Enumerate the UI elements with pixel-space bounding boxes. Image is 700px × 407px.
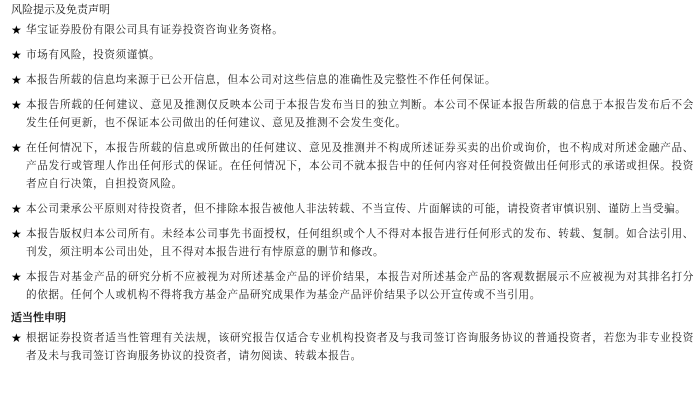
risk-item-text: 本报告所载的信息均来源于已公开信息，但本公司对这些信息的准确性及完整性不作任何保证。	[26, 74, 497, 86]
risk-item	[11, 21, 694, 39]
star-bullet-icon: ★	[11, 141, 22, 155]
risk-item	[11, 96, 694, 132]
suitability-item-text: 根据证券投资者适当性管理有关法规，该研究报告仅适合专业机构投资者及与我司签订咨询服务协议的普通投资者，若您为非专业投资者及未与我司签订咨询服务协议的投资者，请勿阅读、转载本报告。	[26, 332, 694, 362]
star-bullet-icon: ★	[11, 98, 22, 112]
star-bullet-icon: ★	[11, 270, 22, 284]
risk-item-text: 华宝证券股份有限公司具有证券投资咨询业务资格。	[26, 24, 284, 36]
risk-item	[11, 71, 694, 89]
risk-item	[11, 46, 694, 64]
star-bullet-icon: ★	[11, 227, 22, 241]
risk-item-text: 市场有风险，投资须谨慎。	[26, 49, 161, 61]
suitability-item	[11, 329, 694, 365]
risk-item	[11, 139, 694, 193]
star-bullet-icon: ★	[11, 202, 22, 216]
risk-section-title: 风险提示及免责声明	[11, 3, 110, 16]
risk-item-text: 在任何情况下，本报告所载的信息或所做出的任何建议、意见及推测并不构成所述证券买卖的出价或询价，也不构成对所述金融产品、产品发行或管理人作出任何形式的保证。在任何情况下，本公司不就本报告中的任何内容对任何投资做出任何形式的承诺或担保。投资者应自行决策，自担投资风险。	[26, 142, 694, 190]
risk-item	[11, 200, 694, 218]
star-bullet-icon: ★	[11, 331, 22, 345]
star-bullet-icon: ★	[11, 48, 22, 62]
risk-item-text: 本报告对基金产品的研究分析不应被视为对所述基金产品的评价结果，本报告对所述基金产品的客观数据展示不应被视为对其排名打分的依据。任何个人或机构不得将我方基金产品研究成果作为基金产品评价结果予以公开宣传或不当引用。	[26, 271, 694, 301]
risk-item	[11, 268, 694, 304]
star-bullet-icon: ★	[11, 23, 22, 37]
suitability-section-title: 适当性申明	[11, 311, 66, 324]
risk-item-text: 本报告所载的任何建议、意见及推测仅反映本公司于本报告发布当日的独立判断。本公司不保证本报告所载的信息于本报告发布后不会发生任何更新，也不保证本公司做出的任何建议、意见及推测不会发生变化。	[26, 99, 694, 129]
star-bullet-icon: ★	[11, 73, 22, 87]
risk-item	[11, 225, 694, 261]
risk-item-text: 本公司秉承公平原则对待投资者，但不排除本报告被他人非法转载、不当宣传、片面解读的可能，请投资者审慎识别、谨防上当受骗。	[26, 203, 687, 215]
risk-item-text: 本报告版权归本公司所有。未经本公司事先书面授权，任何组织或个人不得对本报告进行任何形式的发布、转载、复制。如合法引用、刊发，须注明本公司出处，且不得对本报告进行有悖原意的删节和修改。	[26, 228, 694, 258]
